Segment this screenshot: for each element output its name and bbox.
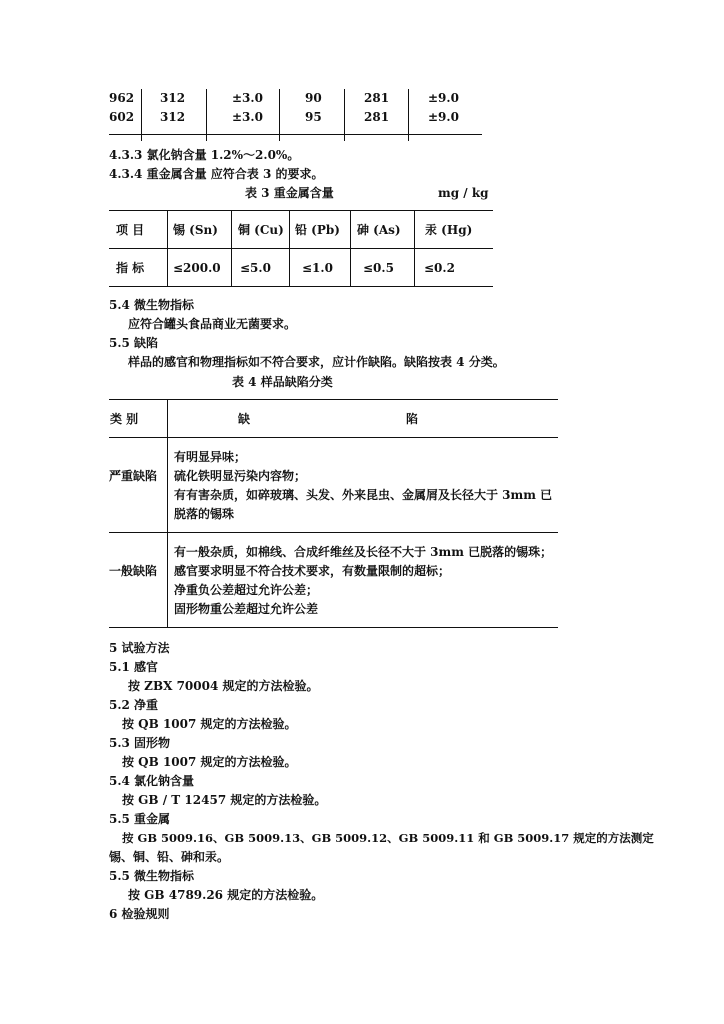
table-rule — [289, 210, 290, 287]
table-rule — [231, 210, 232, 287]
table-cell: 281 — [364, 110, 390, 124]
table-cell: ±9.0 — [428, 91, 459, 105]
table-cell: 312 — [160, 91, 186, 105]
table-cell: ≤1.0 — [302, 261, 333, 275]
list-item: 感官要求明显不符合技术要求，有数量限制的超标； — [174, 564, 451, 578]
paragraph: 应符合罐头食品商业无菌要求。 — [128, 317, 297, 331]
table-caption: 表 4 样品缺陷分类 — [232, 375, 333, 389]
table-cell: 281 — [364, 91, 390, 105]
section-heading: 5.4 微生物指标 — [109, 298, 195, 312]
paragraph: 样品的感官和物理指标如不符合要求，应计作缺陷。缺陷按表 4 分类。 — [128, 355, 505, 369]
table-rule — [109, 627, 558, 628]
table-header: 缺 — [238, 412, 251, 426]
section-heading: 5.5 重金属 — [109, 812, 171, 826]
table-rule — [167, 399, 168, 628]
table-rule — [414, 210, 415, 287]
table-cell: ≤0.2 — [424, 261, 455, 275]
table-cell: 962 — [109, 91, 135, 105]
table-cell: 90 — [305, 91, 322, 105]
section-heading: 5.2 净重 — [109, 698, 159, 712]
paragraph: 按 ZBX 70004 规定的方法检验。 — [128, 679, 319, 693]
section-heading: 5.5 缺陷 — [109, 336, 159, 350]
section-heading: 5.1 感官 — [109, 660, 159, 674]
table-rule — [167, 210, 168, 287]
list-item: 有一般杂质，如棉线、合成纤维丝及长径不大于 3mm 已脱落的锡珠； — [174, 545, 553, 559]
table-cell: 指 标 — [116, 261, 145, 275]
table-header: 砷 (As) — [357, 223, 401, 237]
table-rule — [109, 399, 558, 400]
list-item: 有明显异味； — [174, 450, 247, 464]
table-rule — [109, 437, 558, 438]
table-header: 项 目 — [116, 223, 145, 237]
table-header: 汞 (Hg) — [425, 223, 473, 237]
table-cell: 602 — [109, 110, 135, 124]
list-item: 硫化铁明显污染内容物； — [174, 469, 307, 483]
table-cell: ≤0.5 — [363, 261, 394, 275]
table-rule — [109, 134, 482, 135]
paragraph: 按 GB 4789.26 规定的方法检验。 — [128, 888, 324, 902]
list-item: 固形物重公差超过允许公差 — [174, 602, 319, 616]
section-heading: 5.4 氯化钠含量 — [109, 774, 195, 788]
paragraph: 按 QB 1007 规定的方法检验。 — [122, 755, 297, 769]
table-cell: 95 — [305, 110, 322, 124]
table-header: 铅 (Pb) — [295, 223, 340, 237]
category-label: 严重缺陷 — [109, 469, 158, 483]
table-cell: ≤200.0 — [173, 261, 221, 275]
table-cell: ±9.0 — [428, 110, 459, 124]
table-header: 锡 (Sn) — [173, 223, 218, 237]
table-cell: ±3.0 — [232, 110, 263, 124]
table-unit: mg / kg — [438, 186, 489, 200]
table-rule — [350, 210, 351, 287]
section-heading: 5.3 固形物 — [109, 736, 171, 750]
table-caption: 表 3 重金属含量 — [245, 186, 334, 200]
section-heading: 6 检验规则 — [109, 907, 170, 921]
list-item: 净重负公差超过允许公差； — [174, 583, 319, 597]
table-cell: 312 — [160, 110, 186, 124]
table-header: 陷 — [406, 412, 419, 426]
table-cell: ≤5.0 — [240, 261, 271, 275]
table-header: 类 别 — [110, 412, 139, 426]
list-item: 有有害杂质，如碎玻璃、头发、外来昆虫、金属屑及长径大于 3mm 已 — [174, 488, 553, 502]
paragraph: 按 QB 1007 规定的方法检验。 — [122, 717, 297, 731]
section-heading: 5 试验方法 — [109, 641, 170, 655]
clause-4-3-3: 4.3.3 氯化钠含量 1.2%～2.0%。 — [109, 148, 300, 162]
section-heading: 5.5 微生物指标 — [109, 869, 195, 883]
table-rule — [109, 532, 558, 533]
paragraph: 按 GB 5009.16、GB 5009.13、GB 5009.12、GB 5009.11 和 GB 5009.17 规定的方法测定 — [122, 831, 654, 845]
table-header: 铜 (Cu) — [238, 223, 284, 237]
clause-4-3-4: 4.3.4 重金属含量 应符合表 3 的要求。 — [109, 167, 324, 181]
paragraph: 锡、铜、铅、砷和汞。 — [109, 850, 230, 864]
paragraph: 按 GB / T 12457 规定的方法检验。 — [122, 793, 327, 807]
list-item: 脱落的锡珠 — [174, 507, 235, 521]
table-cell: ±3.0 — [232, 91, 263, 105]
category-label: 一般缺陷 — [109, 564, 158, 578]
